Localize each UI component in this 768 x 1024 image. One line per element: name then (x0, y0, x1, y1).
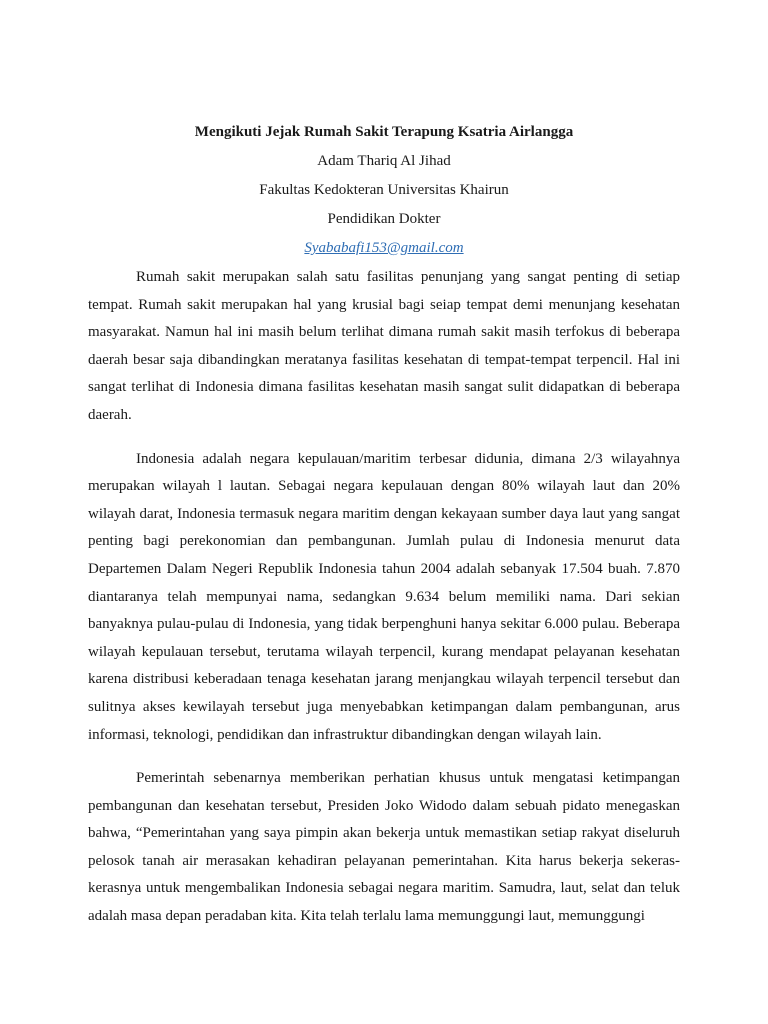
author-name: Adam Thariq Al Jihad (317, 153, 451, 169)
study-program: Pendidikan Dokter (327, 211, 441, 227)
paragraph-3: Pemerintah sebenarnya memberikan perhatian khusus untuk mengatasi ketimpangan pembangunan dan kesehatan tersebut, Presiden Joko Widodo dalam sebuah pidato menegaskan bahwa, “Pemerintahan yang saya pimpin akan bekerja untuk memastikan setiap rakyat diseluruh pelosok tanah air merasakan kehadiran pelayanan pemerintahan. Kita harus bekerja sekeras-kerasnya untuk mengembalikan Indonesia sebagai negara maritim. Samudra, laut, selat dan teluk adalah masa depan peradaban kita. Kita telah terlalu lama memunggungi laut, memunggungi (88, 770, 680, 925)
document-title: Mengikuti Jejak Rumah Sakit Terapung Ksatria Airlangga (194, 124, 574, 140)
faculty-name: Fakultas Kedokteran Universitas Khairun (259, 182, 509, 198)
document-body (88, 264, 680, 931)
paragraph-1: Rumah sakit merupakan salah satu fasilitas penunjang yang sangat penting di setiap tempat. Rumah sakit merupakan hal yang krusial bagi seiap tempat demi menunjang kesehatan masyarakat. Namun hal ini masih belum terlihat dimana rumah sakit masih terfokus di beberapa daerah besar saja dibandingkan meratanya fasilitas kesehatan di tempat-tempat terpencil. Hal ini sangat terlihat di Indonesia dimana fasilitas kesehatan masih sangat sulit didapatkan di beberapa daerah. (88, 269, 680, 423)
paragraph-2: Indonesia adalah negara kepulauan/maritim terbesar didunia, dimana 2/3 wilayahnya merupakan wilayah l lautan. Sebagai negara kepulauan dengan 80% wilayah laut dan 20% wilayah darat, Indonesia termasuk negara maritim dengan kekayaan sumber daya laut yang sangat penting bagi perekonomian dan pembangunan. Jumlah pulau di Indonesia menurut data Departemen Dalam Negeri Republik Indonesia tahun 2004 adalah sebanyak 17.504 buah. 7.870 diantaranya telah mempunyai nama, sedangkan 9.634 belum memiliki nama. Dari sekian banyaknya pulau-pulau di Indonesia, yang tidak berpenghuni hanya sekitar 6.000 pulau. Beberapa wilayah kepulauan tersebut, terutama wilayah terpencil, kurang mendapat pelayanan kesehatan karena distribusi keberadaan tenaga kesehatan jarang menjangkau wilayah terpencil tersebut dan sulitnya akses kewilayah tersebut juga menyebabkan ketimpangan dalam pembangunan, arus informasi, teknologi, pendidikan dan infrastruktur dibandingkan dengan wilayah lain. (88, 450, 680, 743)
document-header (88, 118, 680, 263)
email-link[interactable]: Syababafi153@gmail.com (304, 240, 464, 256)
